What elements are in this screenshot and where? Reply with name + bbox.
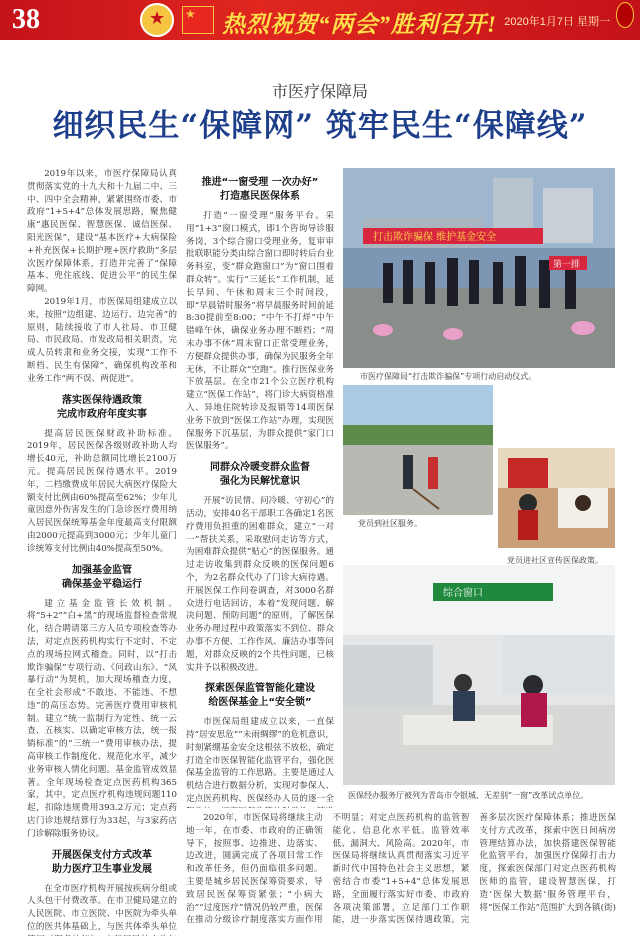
text-column-1 bbox=[27, 168, 177, 936]
section-paragraph: 在全市医疗机构开展按疾病分组或人头包干付费改革。在市卫健局建立的人民医院、市立医院、中医院为牵头单位的医共体基础上，与医共体牵头单位 bbox=[27, 883, 177, 933]
issue-date: 2020年1月7日 星期一 bbox=[504, 16, 610, 28]
section-paragraph: 开展“访民情、问冷暖、守初心”的活动，安排40名干部职工各确定1名医疗费用负担重的困难群众，建立“一对一”帮扶关系，采取慰问走访等方式，为困难群众提供“贴心”的医保服务。通过走访收集到群众反映的医保问题6个，为2名群众代办了门诊大病待遇。开展医保工作问卷调查，对3000名群众进行电话回访，本着“发现问题、解决问题、预防问题”的原则，了解医保业务办理过程中政策落实不到位、群众办事不方便、工作作风、廉洁办事等问题，对群众反映的2个共性问题，已核实并予以积极改进。 bbox=[186, 496, 334, 673]
section-paragraph: 打造“一窗受理”服务平台。采用“1+3”窗口模式，即1个咨询导诊服务岗，3个综合窗口受理业务，复审审批联职能分类由综合窗口即时转后台业务科室，变“群众跑窗口”为“窗口围着群众转”。实行“三延长”工作机制，延长早间、午休和周末三个时间段，即“早晨错时服务”将早晨服务时间前延8:30提前至8:00；“中午不打烊”中午错峰午休，确保业务办理不断档；“周末办事不休”周末窗口正常受理业务，方便群众提供办事，确保为民服务全年无休，不让群众“空跑”。推行医保业务下放基层。在全市21个公立医疗机构建立“医保工作站”，将门诊大病资格准入、异地住院转诊及报销等14项医保业务下放到“医保工作站”办理，实现医保服务下沉基层，为群众提供“家门口医保服务”。 bbox=[186, 211, 334, 452]
banner-text: 打击欺诈骗保 维护基金安全 bbox=[373, 232, 497, 243]
section-paragraph: 建立基金监管长效机制。将“5+2”“白+黑”的现场监督检查常规化，结合聘请第三方人员专项检查等办法，对定点医药机构实行不定时、不定点的现场拉网式稽查。同时，以“打击欺诈骗保”专项行动、《问政山东》、“风暴行动”为契机，加大现场稽查力度，在全社会形成“不敢违、不能违、不想违”的高压态势。完善医疗费用审核机制。建立“统一监制行为定性、统一云查、五核实、以确定审核方法，统一报销标准”的“三统一”费用审核办法，提高审核工作制度化、规范化水平，减少业务审核人情化问题。基金监管成效显著。全年现场检查定点医药机构365家，其中，定点医疗机构违规问题110起，扣除违规费用393.2万元；定点药店门诊违规结算行为33起，与3家药店门诊解除服务协议。 bbox=[27, 598, 177, 839]
photo-caption: 党员到社区服务。 bbox=[358, 519, 422, 528]
page-header bbox=[0, 0, 640, 40]
community-service-illustration bbox=[343, 385, 493, 515]
party-flag-icon bbox=[182, 6, 214, 34]
header-headline: 热烈祝贺“两会”胜利召开! bbox=[222, 12, 497, 37]
photo-service-hall bbox=[343, 565, 615, 785]
photo-caption: 市医疗保障局“打击欺诈骗保”专项行动启动仪式。 bbox=[360, 372, 537, 381]
section-paragraph: 提高居民医保财政补助标准。2019年，居民医保各级财政补助人均增长40元，补助总额同比增长2100万元。提高居民医保待遇水平。2019年，二档缴费成年居民大病医疗保险大额支付比例由60%提高至62%；少年儿童因意外伤害发生的门急诊医疗费用纳入居民医保统筹基金年度最高支付限额由2000元提高到3000元；少年儿童门诊统筹支付比例由40%提高至50%。 bbox=[27, 428, 177, 554]
launch-ceremony-illustration bbox=[343, 168, 615, 368]
sign-text: 第一排 bbox=[553, 260, 581, 270]
text-column-2 bbox=[186, 168, 334, 808]
article-kicker: 市医疗保障局 bbox=[271, 82, 368, 101]
photo-policy-promotion bbox=[498, 448, 615, 548]
national-emblem-icon bbox=[140, 3, 174, 37]
lantern-icon bbox=[616, 2, 634, 28]
intro-paragraph: 2019年以来，市医疗保障局认真贯彻落实党的十九大和十九届二中、三中、四中全会精神，紧紧围绕市委、市政府“1+5+4”总体发展思路，聚焦健康“惠民医保、智慧医保、诚信医保、阳光医保”，建设“基本医疗+大病保险+补充医保+长期护理+医疗救助”多层次医疗保障体系，打造并完善了“保障基本、兜住底线、促进公平”的民生保障网。 bbox=[27, 169, 177, 295]
section-paragraph: 市医保局组建成立以来，一直保持“居安思危”“未雨绸缪”的危机意识，时刻紧绷基金安全这根弦不放松，确定打造全市医保智能化监管平台，强化医保基金监管的工作思路。主要是通过人机结合进行数据分析，实现对参保人、定点医药机构、医保经办人员的逐一全 bbox=[186, 717, 334, 805]
sign-text: 综合窗口 bbox=[443, 588, 483, 599]
photo-launch-ceremony bbox=[343, 168, 615, 368]
section-heading: 探索医保监管智能化建设 给医保基金上“安全锁” bbox=[205, 683, 315, 709]
policy-promotion-illustration bbox=[498, 448, 615, 548]
service-hall-illustration bbox=[343, 565, 615, 785]
photo-caption: 医保经办服务厅被列为青岛市令银城、无差别“一窗”改革试点单位。 bbox=[348, 791, 589, 800]
photo-caption: 党员进社区宣传医保政策。 bbox=[507, 556, 603, 565]
section-heading: 推进“一窗受理 一次办好” 打造惠民医保体系 bbox=[201, 177, 319, 202]
section-heading: 开展医保支付方式改革 助力医疗卫生事业发展 bbox=[52, 849, 152, 875]
section-heading: 落实医保待遇政策 完成市政府年度实事 bbox=[57, 394, 147, 420]
section-paragraph: 2020年，市医保局将继续主动地一年，在市委、市政府的正确领导下，按照事、边推进、边落实、边改进，圆满完成了各项目常工作和改革任务，但仍面临很多问题。主要是城乡居民医保筹资要求，导致居民医保筹资紧张；“小病大治”“过度医疗”情况仍较严重，医保在推动分级诊疗制度落实方面作用不明显；对定点医药机构的监管智能化、信息化水平低。监管效率低、漏洞大、风险高。2020年，市医保局将继续认真贯彻落实习近平新时代中国特色社会主义思想，紧密结合市委“1+5+4”总体发展思路，全面履行落实好市委、市政府各项决策部署，立足部门工作职能，进一步落实医保待遇政策，完善多层次医疗保障体系；推进医保支付方式改革，探索中医日间病房管理结算办法，加快搭建医保智能化监管平台，加强医疗保障打击力度，探索医保部门对定点医药机构医师的监管，建设智慧医保，打造‘医保大数据’服务管理平台，将“医保工作站”范围扩大到各镇(街) bbox=[186, 813, 616, 926]
text-bottom-block bbox=[186, 812, 616, 936]
section-heading: 同群众冷暖变群众监督 强化为民解忧意识 bbox=[210, 462, 310, 488]
section-heading: 加强基金监管 确保基金平稳运行 bbox=[62, 564, 142, 590]
page-number: 38 bbox=[12, 4, 40, 35]
intro-paragraph: 2019年1月，市医保局组建成立以来，按照“边组建、边运行、边完善”的原则，陆续接收了市人社局、市卫健局、市民政局、市发改局相关职责，完成人员转隶和业务交接，实现“工作不断档、民生有保障”，确保机构改革和业务工作“两不误、两促进”。 bbox=[27, 296, 177, 384]
article-title: 细织民生“保障网” 筑牢民生“保障线” bbox=[52, 108, 588, 144]
photo-community-service bbox=[343, 385, 493, 515]
